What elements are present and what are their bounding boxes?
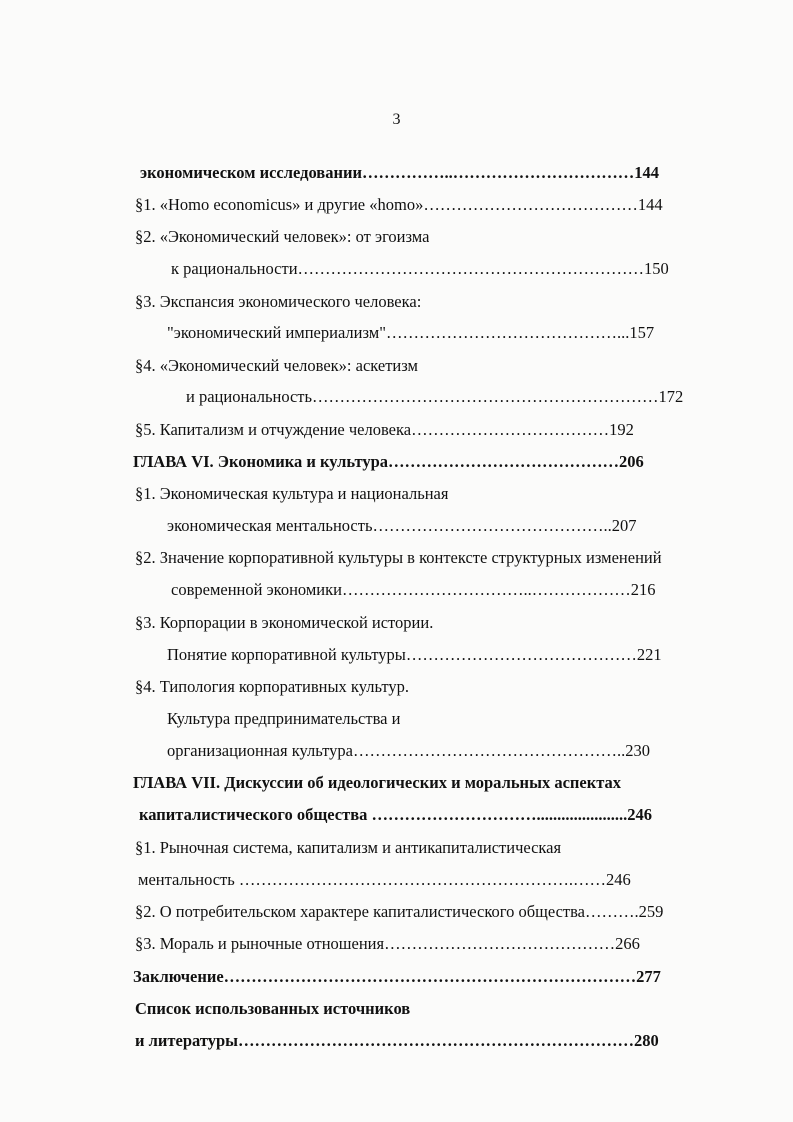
toc-line: §3. Корпорации в экономической истории. bbox=[135, 613, 434, 632]
toc-line: Понятие корпоративной культуры……………………………………221 bbox=[167, 645, 662, 664]
page-number: 3 bbox=[392, 111, 401, 128]
toc-line: Культура предпринимательства и bbox=[167, 709, 401, 728]
toc-line: §1. Рыночная система, капитализм и антикапиталистическая bbox=[135, 838, 562, 857]
toc-line: §1. Экономическая культура и национальная bbox=[135, 484, 449, 503]
toc-line: "экономический империализм"……………………………………...157 bbox=[167, 323, 655, 342]
toc-line: и рациональность………………………………………………………172 bbox=[186, 387, 684, 406]
toc-line: организационная культура…………………………………………..230 bbox=[167, 741, 650, 760]
toc-line: Список использованных источников bbox=[135, 999, 411, 1018]
toc-line: §5. Капитализм и отчуждение человека………………………………192 bbox=[135, 420, 634, 439]
toc-line: §2. О потребительском характере капиталистического общества……….259 bbox=[135, 902, 664, 921]
toc-line: ментальность …………………………………………………….……246 bbox=[138, 870, 631, 889]
toc-line: ГЛАВА VII. Дискуссии об идеологических и моральных аспектах bbox=[133, 773, 622, 792]
toc-line: ГЛАВА VI. Экономика и культура……………………………………206 bbox=[133, 452, 644, 471]
toc-line: §4. «Экономический человек»: аскетизм bbox=[135, 356, 418, 375]
toc-line: §2. «Экономический человек»: от эгоизма bbox=[135, 227, 430, 246]
toc-line: экономическом исследовании……………..……………………………144 bbox=[140, 163, 659, 182]
toc-line: современной экономики……………………………..………………216 bbox=[171, 580, 656, 599]
toc-line: и литературы………………………………………………………………280 bbox=[135, 1031, 659, 1050]
toc-line: экономическая ментальность……………………………………..207 bbox=[167, 516, 637, 535]
toc-line: к рациональности………………………………………………………150 bbox=[171, 259, 669, 278]
toc-line: §3. Мораль и рыночные отношения……………………………………266 bbox=[135, 934, 640, 953]
toc-line: §3. Экспансия экономического человека: bbox=[135, 292, 422, 311]
toc-line: капиталистического общества …………………………......................246 bbox=[139, 805, 653, 824]
toc-line: §1. «Homo economicus» и другие «homo»…………………………………144 bbox=[135, 195, 663, 214]
toc-line: §4. Типология корпоративных культур. bbox=[135, 677, 409, 696]
toc-line: Заключение…………………………………………………………………277 bbox=[133, 967, 661, 986]
toc-line: §2. Значение корпоративной культуры в контексте структурных изменений bbox=[135, 548, 662, 567]
